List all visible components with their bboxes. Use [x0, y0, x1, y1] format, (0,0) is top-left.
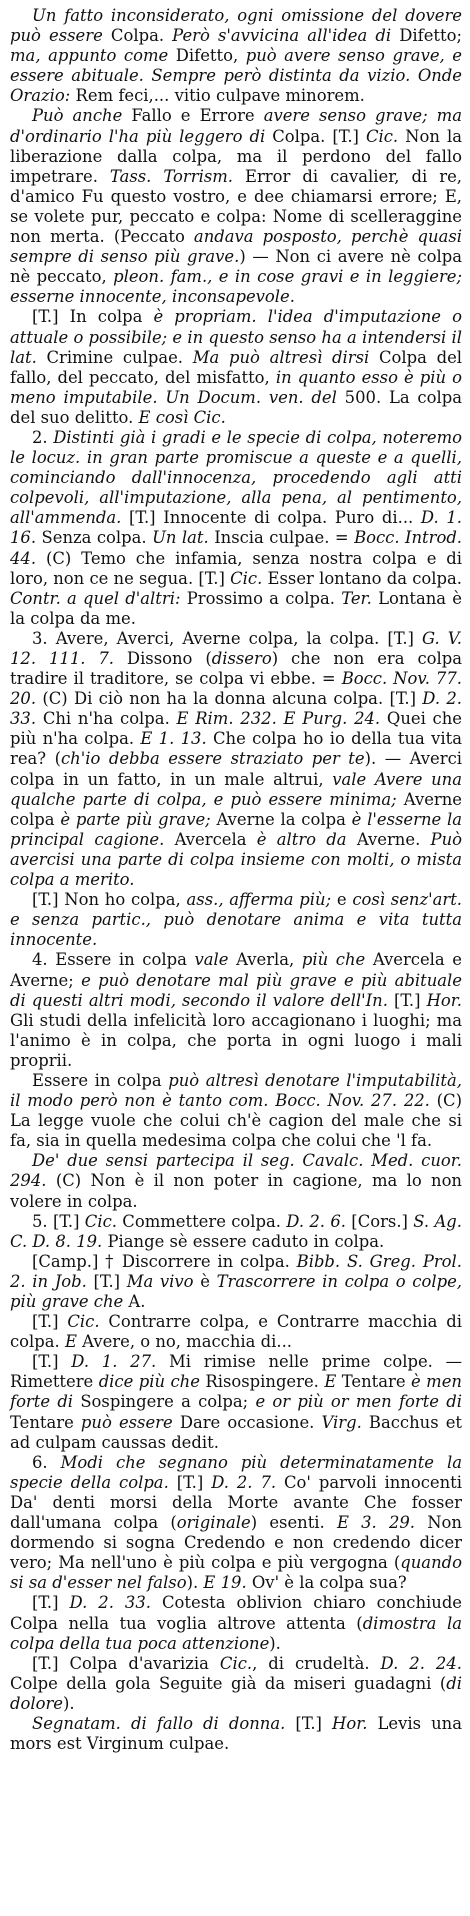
italic-text-run: E: [324, 1372, 342, 1392]
text-run: [T.] Colpa d'avarizia: [32, 1653, 220, 1673]
italic-text-run: Avere una qualche parte di colpa, e può essere minima;: [10, 769, 462, 809]
text-run: (C) Non è il non poter in cagione, ma lo non volere in colpa.: [10, 1171, 462, 1211]
text-run: [Cors.]: [351, 1211, 414, 1231]
text-run: , di crudeltà.: [252, 1653, 381, 1673]
italic-text-run: Trascorrere in colpa o colpe, più grave che: [10, 1271, 462, 1311]
text-run: Senza colpa.: [41, 528, 153, 548]
italic-text-run: D. 1. 27.: [71, 1352, 169, 1372]
text-run: Inscia culpae. =: [214, 528, 355, 548]
text-run: 3. Avere, Averci, Averne colpa, la colpa. [T.]: [32, 628, 423, 648]
text-run: [Camp.] † Discorrere in colpa.: [32, 1251, 297, 1271]
italic-text-run: avere senso grave; ma d'ordinario l'ha più leggero di: [10, 106, 462, 146]
text-run: Non dormendo si sogna Credendo e non credendo dicer vero; Ma nell'uno è più colpa e più vergogna (: [10, 1513, 462, 1573]
text-run: [T.] In colpa: [32, 307, 154, 327]
italic-text-run: Un lat.: [152, 528, 215, 548]
italic-text-run: E 19.: [203, 1573, 252, 1593]
italic-text-run: e or più or men forte di: [255, 1392, 462, 1412]
text-run: Non la liberazione dalla colpa, ma il perdono del fallo impetrare.: [10, 126, 462, 186]
italic-text-run: D. 1. 16.: [10, 508, 462, 548]
text-run: ) che non era colpa tradire il traditore, se colpa vi ebbe. =: [10, 649, 462, 689]
text-run: Essere in colpa: [32, 1070, 169, 1090]
italic-text-run: Bocc. Introd. 44.: [10, 528, 463, 568]
entry-paragraph: [10, 106, 462, 307]
text-run: [T.] Innocente di colpa. Puro di...: [129, 508, 421, 528]
italic-text-run: D. 2. 7.: [211, 1472, 285, 1492]
text-run: 500. La colpa del suo delitto.: [10, 387, 462, 427]
text-run: Dare occasione.: [179, 1412, 322, 1432]
entry-paragraph: [10, 1453, 462, 1594]
italic-text-run: Bocc. Nov. 77. 20.: [10, 669, 462, 709]
text-run: Fallo e Errore: [131, 106, 264, 126]
text-run: (C) Temo che infamia, senza nostra colpa e di loro, non ce ne segua. [T.]: [10, 548, 462, 588]
text-run: [T.]: [93, 1271, 127, 1291]
text-run: Colpa.: [110, 26, 173, 46]
italic-text-run: dimostra la colpa della tua poca attenzione: [10, 1613, 462, 1653]
text-run: Che colpa ho io della tua vita rea? (: [10, 729, 462, 769]
text-run: Mi rimise nelle prime colpe. — Rimettere: [10, 1352, 462, 1392]
text-run: [T.]: [394, 990, 427, 1010]
entry-paragraph: [10, 6, 462, 106]
italic-text-run: D. 2. 6.: [286, 1211, 352, 1231]
italic-text-run: vale: [194, 950, 237, 970]
italic-text-run: può essere: [80, 1412, 180, 1432]
italic-text-run: Tass. Torrism.: [109, 166, 245, 186]
entry-paragraph: [10, 1151, 462, 1211]
text-run: Avere, o no, macchia di...: [82, 1332, 293, 1352]
entry-paragraph: [10, 428, 462, 629]
italic-text-run: originale: [176, 1513, 251, 1533]
text-run: Averla,: [236, 950, 302, 970]
text-run: Tentare: [10, 1412, 81, 1432]
italic-text-run: Un fatto inconsiderato, ogni omissione del dovere può essere: [10, 6, 462, 46]
entry-paragraph: [10, 1714, 462, 1754]
text-run: Avercela: [174, 829, 257, 849]
italic-text-run: Modi che segnano più determinatamente la specie della colpa.: [10, 1452, 462, 1492]
text-run: Prossimo a colpa.: [186, 588, 342, 608]
italic-text-run: quando si sa d'esser nel falso: [10, 1553, 462, 1593]
italic-text-run: Bibb. S. Greg. Prol. 2. in Job.: [10, 1251, 463, 1291]
italic-text-run: Bocc. Nov. 27. 22.: [275, 1091, 437, 1111]
text-run: ).: [186, 1573, 204, 1593]
text-run: Difetto,: [175, 46, 246, 66]
text-run: [T.]: [176, 1472, 212, 1492]
italic-text-run: E Rim. 232. E Purg. 24.: [176, 709, 387, 729]
text-run: [T.]: [32, 1312, 68, 1332]
italic-text-run: ch'io debba essere straziato per te: [61, 749, 365, 769]
text-run: 6.: [32, 1452, 61, 1472]
text-run: Averne colpa: [10, 789, 462, 829]
italic-text-run: De' due sensi partecipa il seg. Cavalc. Med. cuor. 294.: [10, 1151, 462, 1191]
italic-text-run: è men forte di: [10, 1372, 462, 1412]
text-run: Averne.: [356, 829, 431, 849]
italic-text-run: S. Ag. C. D. 8. 19.: [10, 1211, 462, 1251]
italic-text-run: Però s'avvicina all'idea di: [172, 26, 400, 46]
text-run: Sospingere a colpa;: [80, 1392, 256, 1412]
text-run: Colpa. [T.]: [272, 126, 366, 146]
text-run: Cotesta oblivion chiaro conchiude Colpa nella tua voglia altrove attenta (: [10, 1593, 463, 1633]
entry-paragraph: [10, 890, 462, 950]
italic-text-run: Segnatam. di fallo di donna.: [32, 1713, 296, 1733]
entry-paragraph: [10, 1212, 462, 1252]
italic-text-run: Contr. a quel d'altri:: [10, 588, 187, 608]
text-run: Risospingere.: [205, 1372, 325, 1392]
text-run: [T.]: [32, 1352, 72, 1372]
text-run: [T.]: [32, 1593, 70, 1613]
italic-text-run: così senz'art. e senza partic., può denotare anima e vita tutta innocente.: [10, 890, 462, 950]
text-run: [T.]: [295, 1713, 333, 1733]
text-run: ).: [63, 1693, 75, 1713]
text-run: è: [200, 1271, 217, 1291]
text-run: Rem feci,... vitio culpave minorem.: [75, 86, 365, 106]
italic-text-run: può avere senso grave: [245, 46, 440, 66]
italic-text-run: vizio. Onde Orazio:: [10, 66, 463, 106]
text-run: Levis una mors est Virginum culpae.: [10, 1713, 463, 1754]
text-run: Tentare: [341, 1372, 412, 1392]
italic-text-run: D. 2. 33.: [69, 1593, 162, 1613]
entry-paragraph: [10, 1071, 462, 1151]
text-run: Chi n'ha colpa.: [42, 709, 177, 729]
entry-paragraph: [10, 1312, 462, 1352]
italic-text-run: G. V. 12. 111. 7.: [10, 628, 462, 668]
italic-text-run: è l'esserne la principal cagione.: [10, 809, 463, 849]
italic-text-run: Può avercisi una parte di colpa insieme con molti, o mista colpa a merito.: [10, 829, 462, 890]
italic-text-run: Cic.: [219, 1653, 253, 1673]
text-run: ) esenti.: [250, 1513, 337, 1533]
text-run: ) — Non ci avere nè colpa nè peccato,: [10, 247, 463, 287]
italic-text-run: ma, appunto come: [10, 46, 176, 66]
text-run: Gli studi della infelicità loro accagionano i luoghi; ma l'animo è in colpa, che porta in ogni luogo i mali proprii.: [10, 1010, 462, 1070]
text-run: Co' parvoli innocenti Da' denti morsi della Morte avante Che fosser dall'umana colpa (: [10, 1472, 462, 1533]
text-run: Bacchus et ad culpam caussas dedit.: [10, 1412, 462, 1452]
entry-paragraph: [10, 950, 462, 1071]
italic-text-run: E 3. 29.: [336, 1513, 428, 1533]
italic-text-run: è propriam. l'idea d'imputazione o attuale o possibile; e in questo senso ha a intendersi il lat.: [10, 307, 462, 367]
text-run: Avercela e Averne;: [10, 950, 462, 990]
text-run: Quei che più n'ha colpa.: [10, 709, 462, 749]
italic-text-run: Ma vivo: [126, 1271, 201, 1291]
text-run: Dissono (: [126, 649, 212, 668]
italic-text-run: Cic.: [365, 126, 406, 146]
text-run: Piange sè essere caduto in colpa.: [107, 1231, 385, 1251]
entry-paragraph: [10, 1593, 462, 1653]
italic-text-run: vale: [332, 769, 375, 789]
italic-text-run: pleon. fam., e in cose gravi e in leggiere; esserne innocente, inconsapevole.: [10, 267, 463, 307]
italic-text-run: E 1. 13.: [140, 729, 213, 749]
italic-text-run: può altresì denotare l'imputabilità, il modo però non è tanto com.: [10, 1070, 462, 1111]
italic-text-run: dice più che: [98, 1372, 206, 1392]
text-run: (C) La legge vuole che colui ch'è cagion del male che si fa, sia in quella medesima colpa che colui che 'l fa.: [10, 1091, 462, 1151]
italic-text-run: , e essere: [10, 46, 462, 86]
italic-text-run: di dolore: [10, 1673, 462, 1713]
text-run: Crimine culpae.: [46, 347, 193, 367]
italic-text-run: D. 2. 24.: [380, 1653, 462, 1673]
italic-text-run: Può anche: [32, 106, 132, 126]
italic-text-run: ass., afferma più;: [186, 890, 337, 910]
entry-paragraph: [10, 1352, 462, 1452]
text-run: Averne la colpa: [216, 809, 352, 829]
entry-paragraph: [10, 1654, 462, 1714]
italic-text-run: Ma può altresì dirsi: [192, 347, 379, 367]
text-run: Colpe della gola Seguite già da miseri guadagni (: [10, 1673, 447, 1693]
text-run: Commettere colpa.: [122, 1211, 287, 1231]
entry-paragraph: [10, 307, 462, 428]
italic-text-run: più che: [301, 950, 373, 970]
entry-paragraph: [10, 629, 462, 890]
text-run: ).: [269, 1633, 281, 1653]
italic-text-run: è altro da: [256, 829, 357, 849]
text-run: [T.] Non ho colpa,: [32, 890, 187, 910]
text-run: Contrarre colpa, e Contrarre macchia di colpa.: [10, 1312, 462, 1352]
italic-text-run: D. 2. 33.: [10, 689, 462, 729]
italic-text-run: Distinti già i gradi e le specie di colpa, noteremo le locuz. in gran parte promiscue a queste e a quelli, cominciando dall'innocenza, procedendo agli atti colpevoli, all'imputazione, alla pena, al pentimento, all'ammenda.: [10, 427, 462, 528]
italic-text-run: E così Cic.: [138, 407, 226, 427]
text-run: Esser lontano da colpa.: [267, 568, 462, 588]
text-run: Ov' è la colpa sua?: [251, 1573, 407, 1593]
text-run: Difetto;: [399, 26, 462, 46]
text-run: (C) Di ciò non ha la donna alcuna colpa. [T.]: [42, 689, 423, 709]
entry-paragraph: [10, 1252, 462, 1312]
text-run: e: [336, 890, 353, 910]
italic-text-run: Ter.: [341, 588, 379, 608]
italic-text-run: Hor.: [332, 1713, 378, 1733]
italic-text-run: Cic.: [230, 568, 268, 588]
italic-text-run: Virg.: [321, 1412, 369, 1432]
text-run: 2.: [32, 427, 54, 447]
italic-text-run: è parte più grave;: [60, 809, 217, 829]
italic-text-run: Cic.: [84, 1211, 123, 1231]
text-run: 5. [T.]: [32, 1211, 85, 1231]
italic-text-run: dissero: [211, 649, 272, 668]
italic-text-run: e può denotare mal più grave e più abituale di questi altri modi, secondo il valore dell'In.: [10, 970, 462, 1010]
italic-text-run: Hor.: [426, 990, 462, 1010]
text-run: ). — Averci colpa in un fatto, in un male altrui,: [10, 749, 462, 789]
text-run: Error di cavalier, di re, d'amico Fu questo vostro, e dee chiamarsi errore; E, se volete pur, peccato e colpa: Nome di scelleraggine non merta. (Peccato: [10, 166, 462, 247]
italic-text-run: Cic.: [67, 1312, 109, 1332]
text-run: A.: [128, 1292, 146, 1311]
text-run: Colpa del fallo, del peccato, del misfatto,: [10, 347, 463, 387]
italic-text-run: abituale. Sempre però distinta da: [71, 66, 368, 86]
text-run: 4. Essere in colpa: [32, 950, 195, 970]
text-run: Lontana è la colpa da me.: [10, 588, 462, 628]
italic-text-run: E: [64, 1332, 83, 1352]
italic-text-run: andava posposto, perchè quasi sempre di senso più grave.: [10, 227, 463, 267]
italic-text-run: in quanto esso è più o meno imputabile. Un Docum. ven. del: [10, 367, 462, 407]
